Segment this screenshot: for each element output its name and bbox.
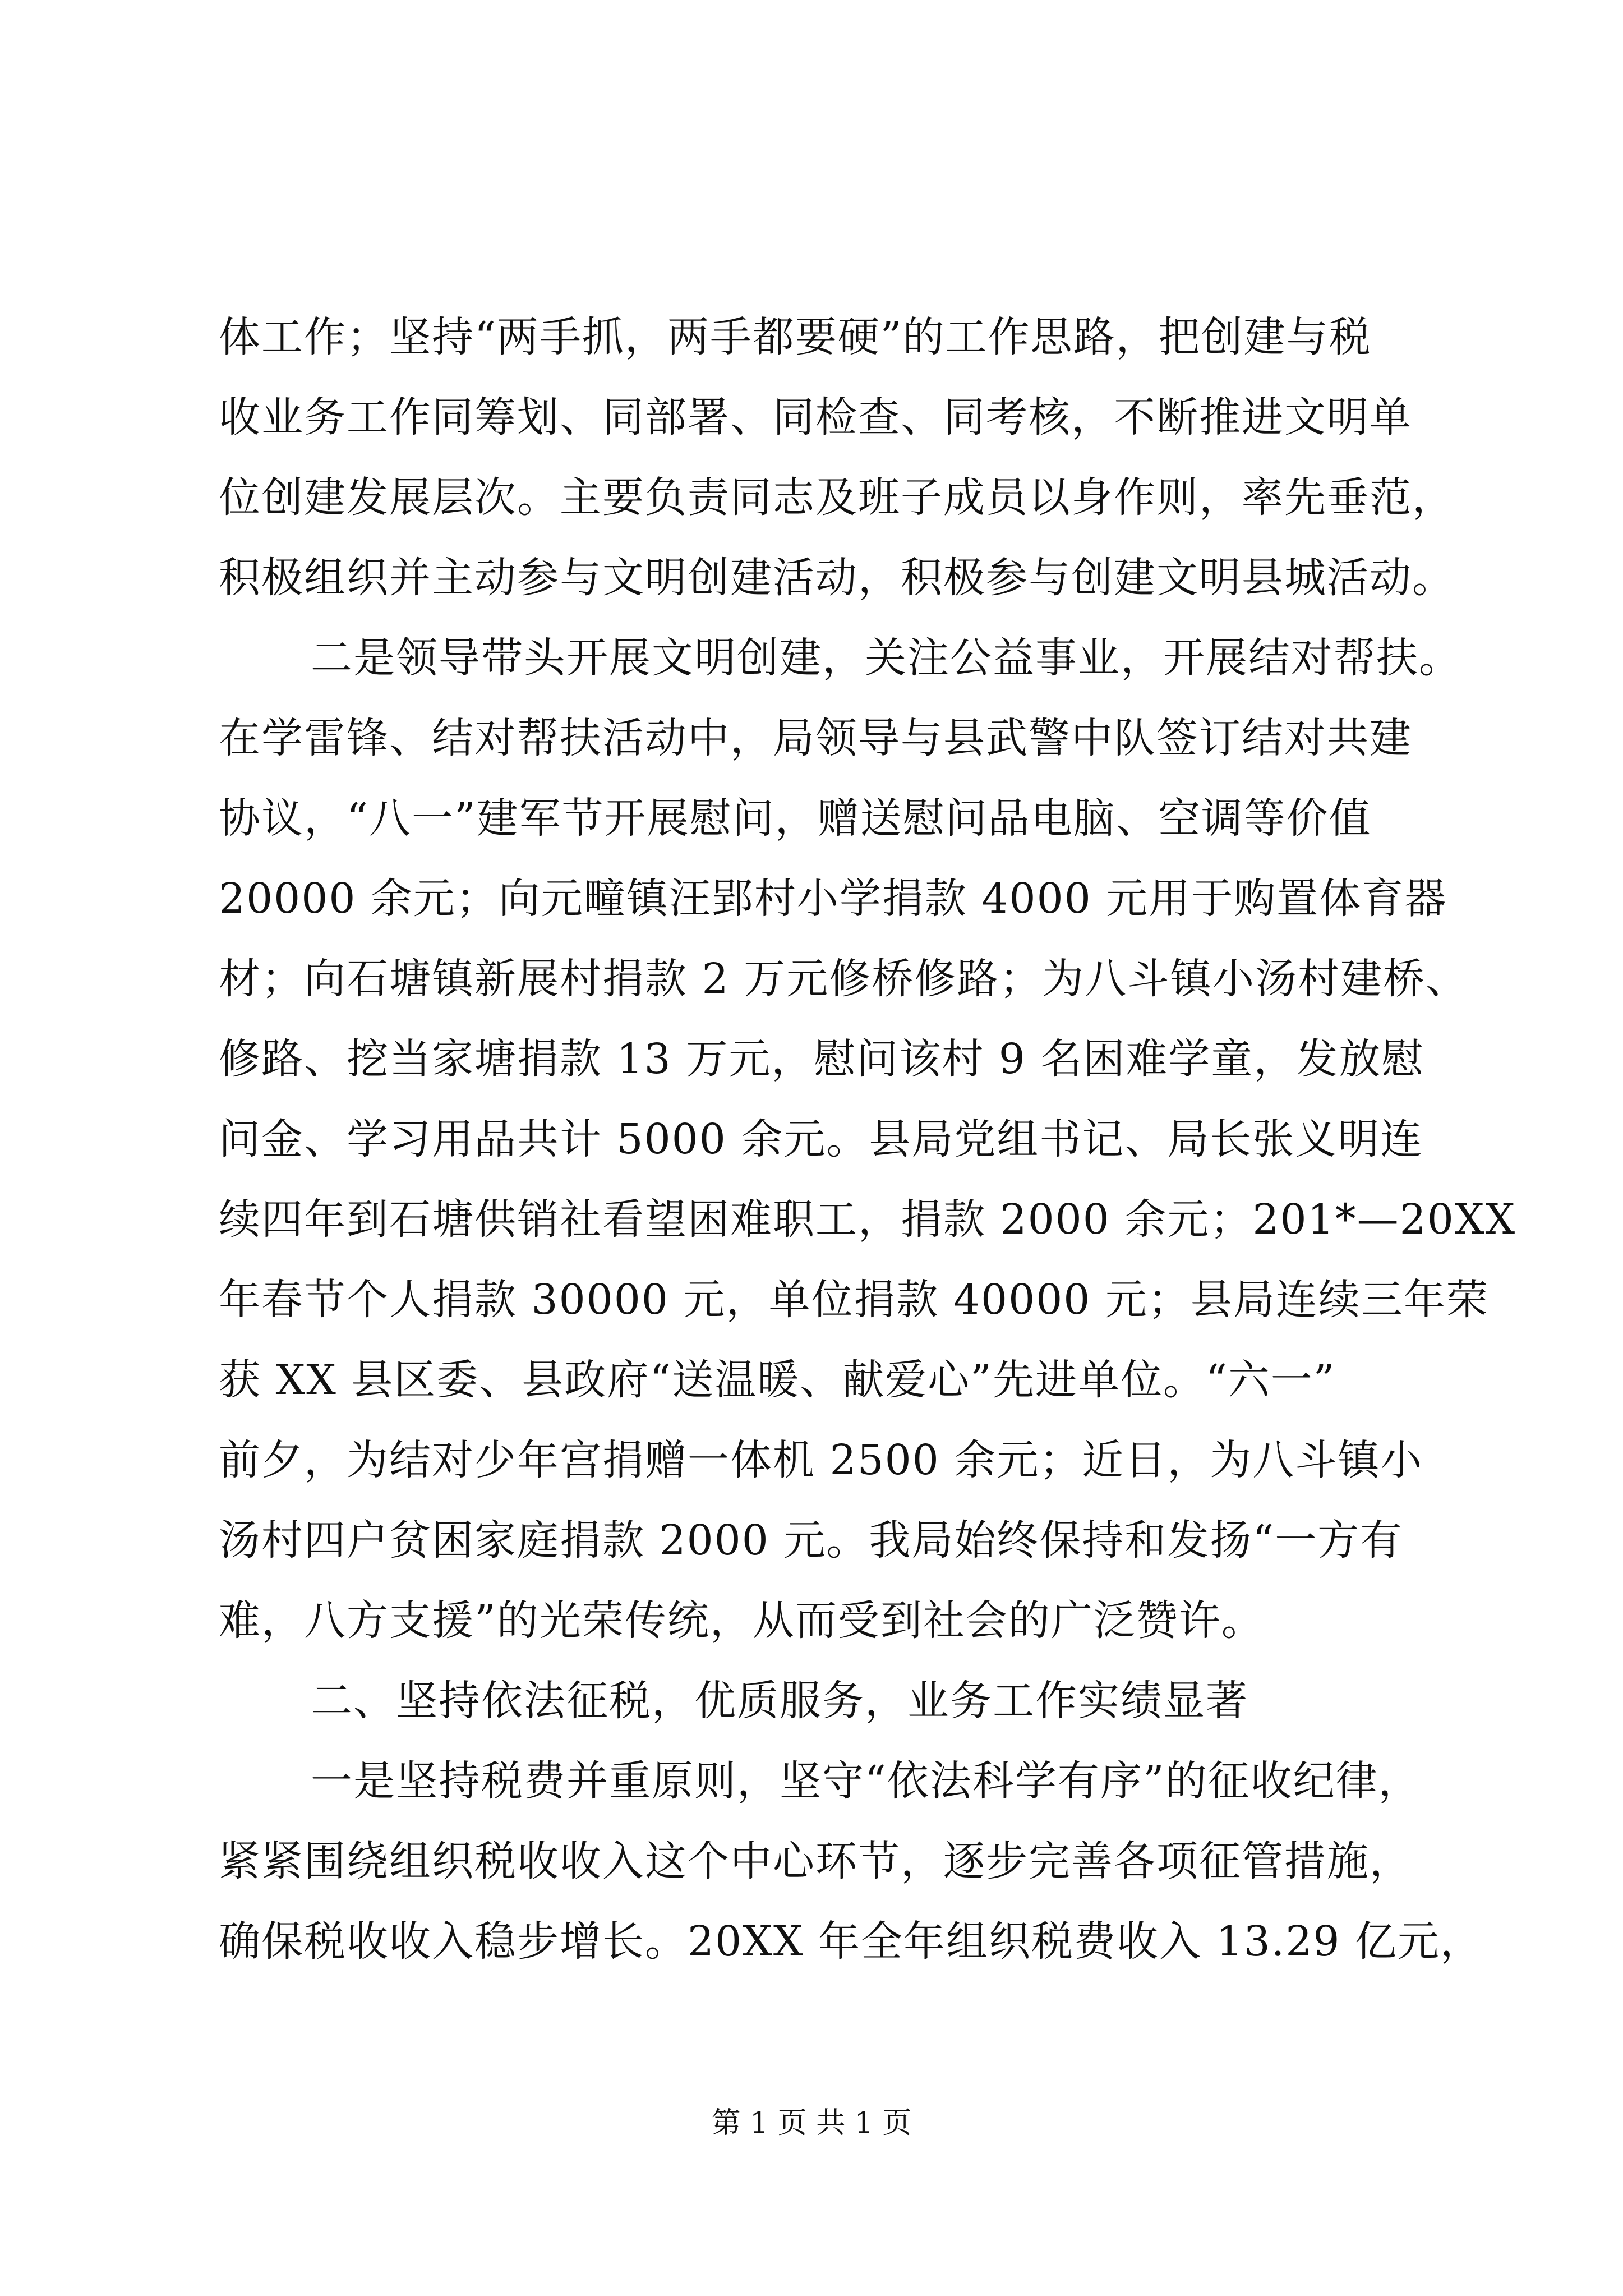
text-line: 紧紧围绕组织税收收入这个中心环节，逐步完善各项征管措施， [219, 1837, 1412, 1885]
paragraph-start-line: 一是坚持税费并重原则，坚守“依法科学有序”的征收纪律， [311, 1757, 1421, 1805]
text-line: 积极组织并主动参与文明创建活动，积极参与创建文明县城活动。 [219, 554, 1455, 602]
text-line: 年春节个人捐款 30000 元，单位捐款 40000 元；县局连续三年荣 [219, 1276, 1489, 1324]
text-line: 位创建发展层次。主要负责同志及班子成员以身作则，率先垂范， [219, 473, 1455, 522]
text-line: 20000 余元；向元疃镇汪郢村小学捐款 4000 元用于购置体育器 [219, 875, 1447, 923]
text-line: 体工作；坚持“两手抓，两手都要硬”的工作思路，把创建与税 [219, 313, 1372, 361]
text-line: 确保税收收入稳步增长。20XX 年全年组织税费收入 13.29 亿元， [219, 1917, 1483, 1966]
text-line: 汤村四户贫困家庭捐款 2000 元。我局始终保持和发扬“一方有 [219, 1516, 1403, 1565]
text-line: 修路、挖当家塘捐款 13 万元，慰问该村 9 名困难学童，发放慰 [219, 1035, 1424, 1083]
section-heading: 二、坚持依法征税，优质服务，业务工作实绩显著 [311, 1677, 1248, 1725]
text-line: 前夕，为结对少年宫捐赠一体机 2500 余元；近日，为八斗镇小 [219, 1436, 1423, 1484]
text-line: 问金、学习用品共计 5000 余元。县局党组书记、局长张义明连 [219, 1115, 1423, 1163]
text-line: 收业务工作同筹划、同部署、同检查、同考核，不断推进文明单 [219, 393, 1412, 441]
text-line: 续四年到石塘供销社看望困难职工，捐款 2000 余元；201*—20XX [219, 1195, 1516, 1244]
text-line: 在学雷锋、结对帮扶活动中，局领导与县武警中队签订结对共建 [219, 714, 1412, 762]
text-line: 材；向石塘镇新展村捐款 2 万元修桥修路；为八斗镇小汤村建桥、 [219, 955, 1469, 1003]
document-body [219, 297, 1516, 1982]
text-line: 协议，“八一”建军节开展慰问，赠送慰问品电脑、空调等价值 [219, 794, 1372, 843]
text-line: 获 XX 县区委、县政府“送温暖、献爱心”先进单位。“六一” [219, 1356, 1336, 1404]
page-number-footer: 第 1 页 共 1 页 [711, 2106, 912, 2140]
paragraph-start-line: 二是领导带头开展文明创建，关注公益事业，开展结对帮扶。 [311, 634, 1461, 682]
text-line: 难，八方支援”的光荣传统，从而受到社会的广泛赞许。 [219, 1596, 1264, 1645]
